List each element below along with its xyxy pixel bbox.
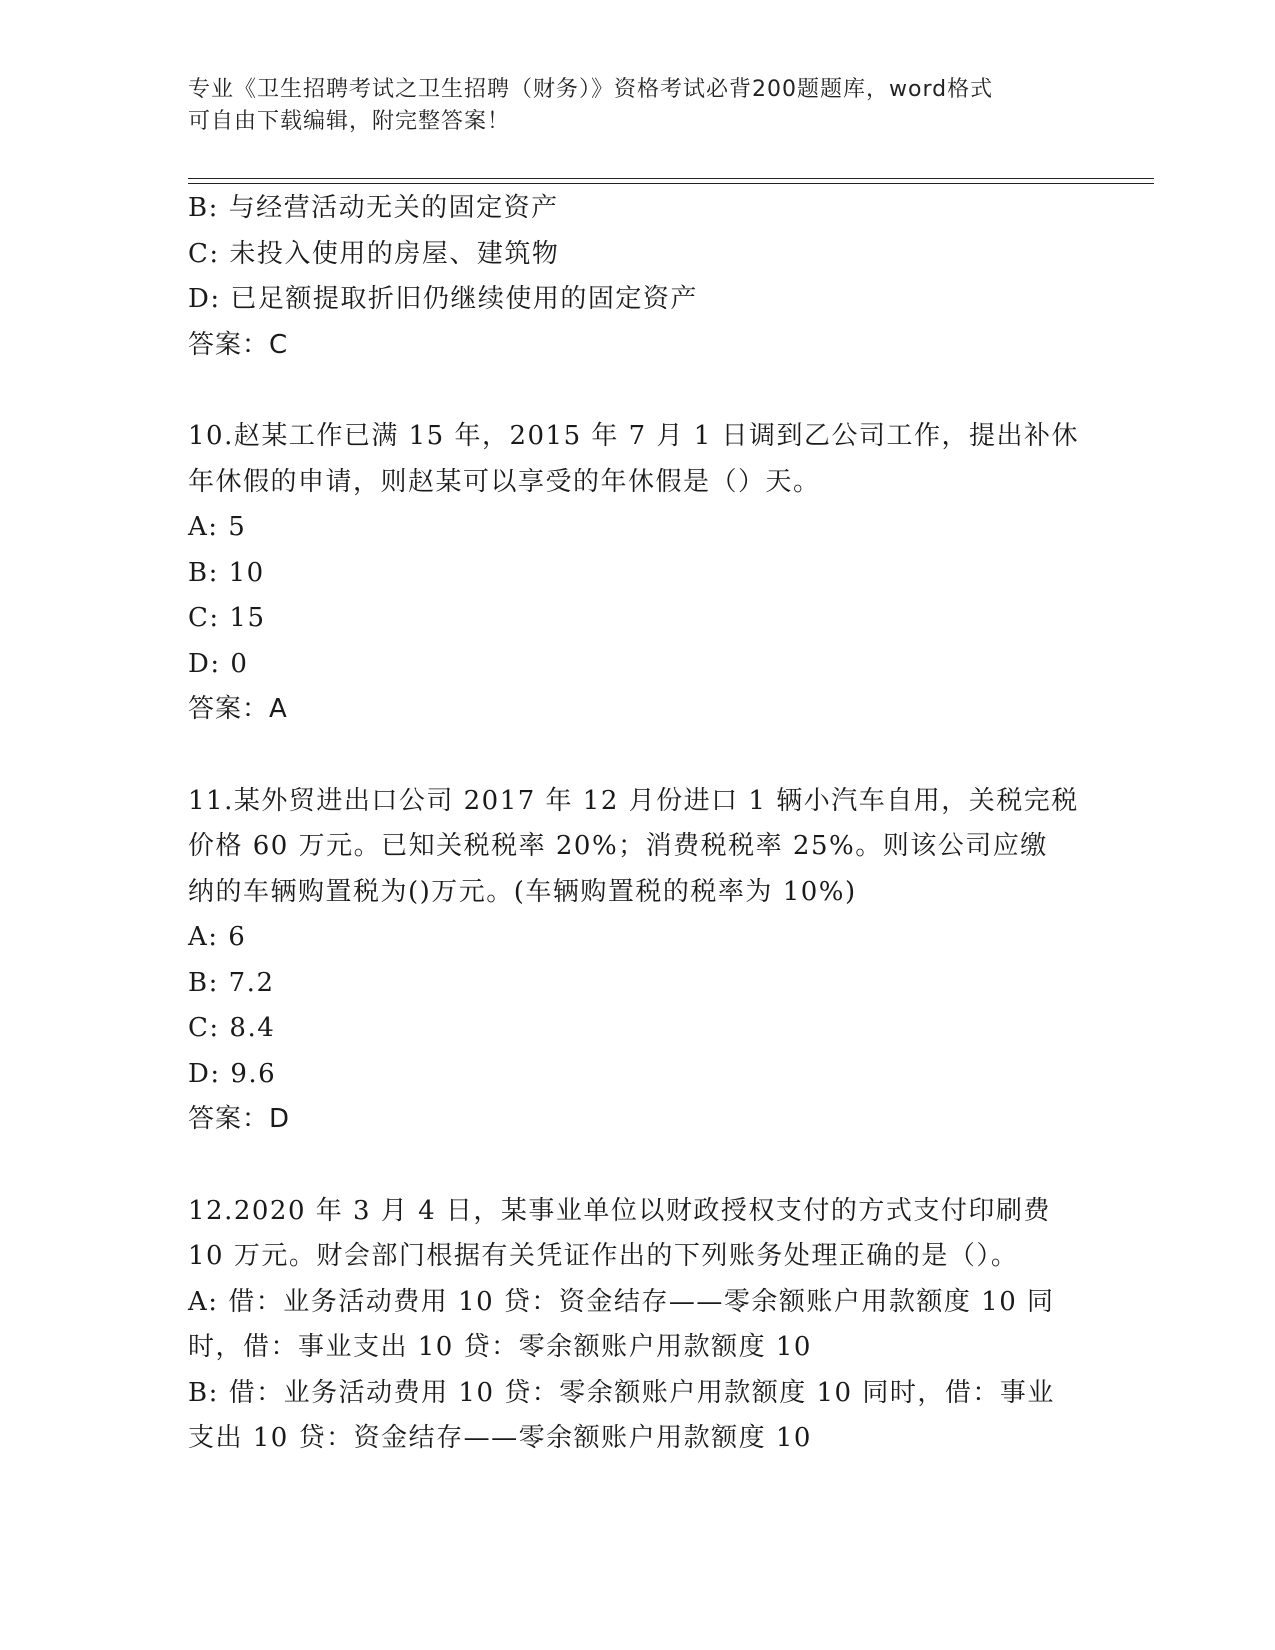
option-b: B: 借：业务活动费用 10 贷：零余额账户用款额度 10 同时，借：事业 bbox=[188, 1377, 1055, 1408]
answer-label: 答案：D bbox=[188, 1104, 291, 1134]
header-title-line-1: 专业《卫生招聘考试之卫生招聘（财务）》资格考试必背200题题库，word格式 bbox=[188, 77, 994, 102]
option-b-continued: 支出 10 贷：资金结存——零余额账户用款额度 10 bbox=[188, 1423, 812, 1453]
question-text-line: 12.2020 年 3 月 4 日，某事业单位以财政授权支付的方式支付印刷费 bbox=[188, 1195, 1051, 1226]
option-a: A: 5 bbox=[188, 512, 247, 542]
header-divider-bottom bbox=[188, 183, 1154, 184]
option-a: A: 借：业务活动费用 10 贷：资金结存——零余额账户用款额度 10 同 bbox=[188, 1286, 1055, 1317]
question-11 bbox=[188, 779, 1078, 1143]
option-a-continued: 时，借：事业支出 10 贷：零余额账户用款额度 10 bbox=[188, 1332, 812, 1362]
option-b: B: 10 bbox=[188, 557, 265, 588]
option-c: C: 8.4 bbox=[188, 1013, 276, 1043]
option-d: D: 0 bbox=[188, 648, 249, 679]
question-9-continued bbox=[188, 186, 1078, 368]
option-d: D: 9.6 bbox=[188, 1058, 277, 1089]
option-c: C: 15 bbox=[188, 603, 266, 633]
question-text-line: 价格 60 万元。已知关税税率 20%；消费税税率 25%。则该公司应缴 bbox=[188, 831, 1048, 861]
answer-label: 答案：A bbox=[188, 694, 288, 724]
question-text-line: 年休假的申请，则赵某可以享受的年休假是（）天。 bbox=[188, 466, 821, 497]
document-header bbox=[188, 74, 1068, 138]
question-text-line: 10 万元。财会部门根据有关凭证作出的下列账务处理正确的是（）。 bbox=[188, 1241, 1019, 1271]
option-a: A: 6 bbox=[188, 922, 247, 952]
question-text-line: 10.赵某工作已满 15 年，2015 年 7 月 1 日调到乙公司工作，提出补休 bbox=[188, 421, 1080, 451]
header-title-line-2: 可自由下载编辑，附完整答案！ bbox=[188, 109, 511, 134]
option-b: B: 7.2 bbox=[188, 967, 275, 998]
question-10 bbox=[188, 414, 1078, 733]
question-spacer bbox=[188, 733, 1078, 779]
question-text-line: 11.某外贸进出口公司 2017 年 12 月份进口 1 辆小汽车自用，关税完税 bbox=[188, 785, 1079, 816]
option-d: D: 已足额提取折旧仍继续使用的固定资产 bbox=[188, 284, 698, 314]
question-spacer bbox=[188, 368, 1078, 414]
question-text-line: 纳的车辆购置税为()万元。(车辆购置税的税率为 10%) bbox=[188, 876, 857, 907]
option-c: C: 未投入使用的房屋、建筑物 bbox=[188, 238, 560, 269]
option-b: B: 与经营活动无关的固定资产 bbox=[188, 193, 559, 223]
header-divider-top bbox=[188, 178, 1154, 179]
document-body bbox=[188, 186, 1078, 1462]
answer-label: 答案：C bbox=[188, 329, 289, 360]
question-spacer bbox=[188, 1143, 1078, 1189]
question-12 bbox=[188, 1189, 1078, 1462]
